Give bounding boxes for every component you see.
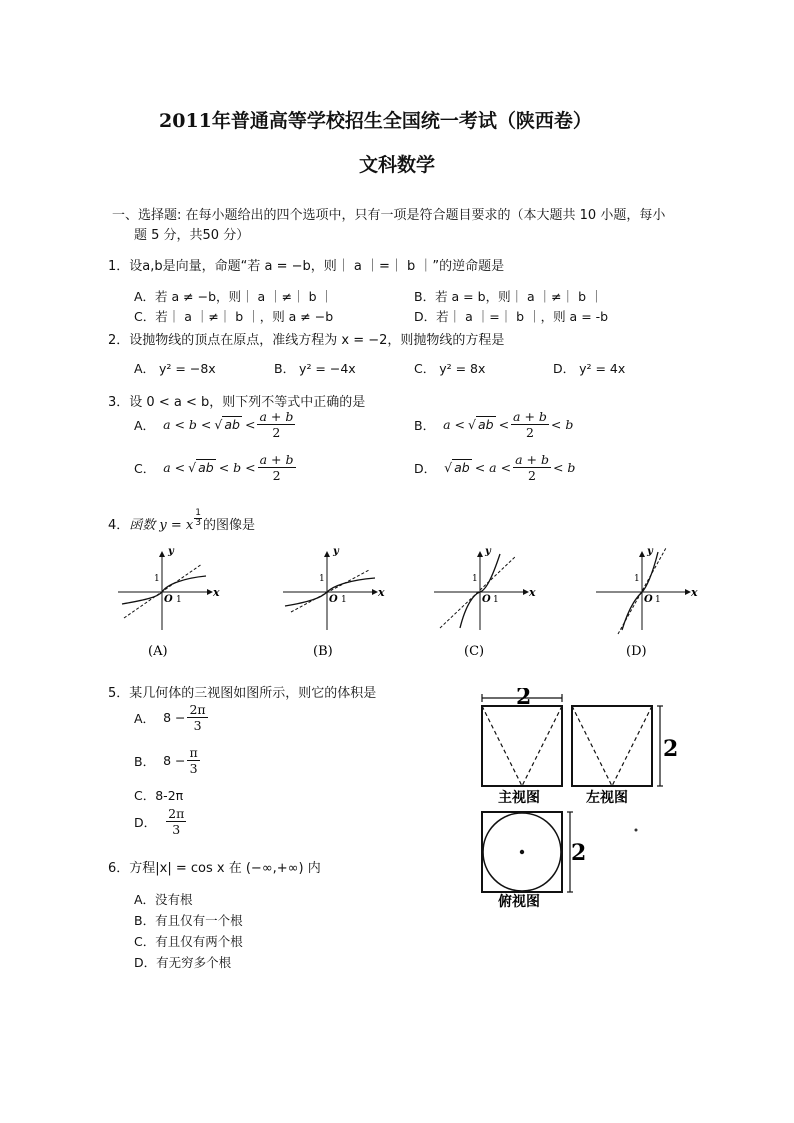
q2-text: 设抛物线的顶点在原点，准线方程为 x = −2，则抛物线的方程是 (129, 333, 505, 348)
q4-text-pre: 函数 y = x (129, 518, 194, 533)
q3-option-a (134, 410, 297, 439)
q3-a-mid: < (244, 417, 256, 433)
q3-stem (108, 391, 365, 410)
page-title: 2011年普通高等学校招生全国统一考试（陕西卷） (159, 110, 592, 132)
q3-c-sqrt: √ ab (188, 460, 214, 476)
q6-stem (108, 857, 321, 876)
q3-b-pre: a < (443, 417, 465, 433)
q3-a-pre: a < b < (163, 417, 212, 433)
q3-text: 设 0 < a < b，则下列不等式中正确的是 (129, 395, 366, 410)
q5-option-a (134, 703, 210, 732)
q4-c-y-axis: y (485, 546, 491, 557)
q5-stem (108, 682, 376, 701)
q5-d-label: D． (134, 814, 157, 830)
q6-option-b: B．有且仅有一个根 (134, 913, 243, 928)
q3-d-frac: $\frac{a + b}{2}$ (515, 452, 549, 484)
q3-b-mid: < (498, 417, 510, 433)
q5-option-b (134, 746, 202, 775)
q3-option-b (414, 410, 573, 439)
q3-a-label: A． (134, 417, 156, 433)
q4-d-origin: O (644, 594, 653, 605)
q5-three-views (470, 688, 690, 910)
q1-option-a: A．若 a ≠ −b，则｜ a ｜≠｜ b ｜ (134, 289, 333, 304)
q5-d-frac: $\frac{2\pi}{3}$ (168, 806, 185, 838)
q6-text: 方程|x| = cos x 在 (−∞,+∞) 内 (129, 861, 321, 876)
dim-width-label: 2 (516, 688, 532, 710)
dim-height-label: 2 (663, 736, 679, 762)
side-view (572, 706, 678, 806)
q1-stem (108, 255, 504, 274)
q4-text-post: 的图像是 (202, 518, 255, 533)
q3-c-frac: $\frac{a + b}{2}$ (259, 452, 294, 484)
q3-c-mid: < b < (218, 460, 256, 476)
q4-d-tick-x: 1 (655, 595, 661, 605)
q3-number: 3． (108, 395, 130, 410)
section-intro-line2: 题 5 分，共50 分） (134, 228, 250, 243)
side-view-label: 左视图 (586, 790, 628, 806)
q4-c-label: (C) (464, 644, 485, 659)
q3-b-post: < b (550, 417, 574, 433)
q5-b-label: B． (134, 753, 156, 769)
q4-exponent: $\frac{1}{3}$ (195, 508, 201, 528)
q4-stem (108, 509, 255, 533)
q4-a-origin: O (164, 594, 173, 605)
q4-a-y-axis: y (168, 546, 174, 557)
q6-number: 6． (108, 861, 130, 876)
q2-stem (108, 329, 504, 348)
q4-d-x-axis: x (691, 586, 698, 599)
q4-a-tick-x: 1 (176, 595, 182, 605)
q3-d-mid: < a < (474, 460, 512, 476)
q4-d-label: (D) (626, 644, 647, 659)
q4-b-tick-x: 1 (341, 595, 347, 605)
q4-a-label: (A) (148, 644, 168, 659)
q4-graph-d (596, 546, 698, 659)
q6-option-a: A．没有根 (134, 892, 193, 907)
q4-b-label: (B) (313, 644, 333, 659)
q4-graph-b (283, 546, 385, 659)
dim-top-label: 2 (571, 840, 587, 866)
q3-a-frac: $\frac{a + b}{2}$ (259, 409, 294, 441)
q4-b-x-axis: x (378, 586, 385, 599)
q4-c-origin: O (482, 594, 491, 605)
q4-c-tick-x: 1 (493, 595, 499, 605)
q3-b-frac: $\frac{a + b}{2}$ (513, 409, 547, 441)
q5-a-label: A． (134, 710, 156, 726)
q3-a-sqrt: √ ab (214, 417, 240, 433)
q4-graph-c (434, 546, 536, 659)
page-subtitle: 文科数学 (359, 154, 436, 176)
q4-number: 4． (108, 518, 130, 533)
q2-number: 2． (108, 333, 130, 348)
q5-option-c: C．8-2π (134, 788, 184, 803)
q3-option-d (414, 453, 575, 482)
q3-b-label: B． (414, 417, 436, 433)
q4-a-tick-y: 1 (154, 574, 160, 584)
q3-b-sqrt: √ ab (467, 417, 494, 433)
q5-b-frac: $\frac{\pi}{3}$ (189, 745, 198, 777)
q4-d-tick-y: 1 (634, 574, 640, 584)
q3-c-pre: a < (163, 460, 186, 476)
q5-b-pre: 8 − (163, 753, 186, 769)
q2-option-b: B． y² = −4x (274, 361, 356, 376)
q3-c-label: C． (134, 460, 156, 476)
q4-b-y-axis: y (333, 546, 339, 557)
q1-number: 1． (108, 259, 130, 274)
q4-a-x-axis: x (213, 586, 220, 599)
q4-graph-a (118, 546, 220, 659)
q1-option-c: C．若｜ a ｜≠｜ b ｜，则 a ≠ −b (134, 309, 334, 324)
front-view (482, 688, 562, 806)
top-view (482, 812, 586, 910)
q3-d-post: < b (552, 460, 576, 476)
q1-option-b: B．若 a = b，则｜ a ｜≠｜ b ｜ (414, 289, 603, 304)
q3-option-c (134, 453, 298, 482)
section-intro-line1: 一、选择题: 在每小题给出的四个选项中，只有一项是符合题目要求的（本大题共 10 小题，每小 (112, 208, 666, 223)
q5-number: 5． (108, 686, 130, 701)
q5-a-frac: $\frac{2\pi}{3}$ (189, 702, 206, 734)
q2-option-d: D． y² = 4x (553, 361, 626, 376)
q4-b-origin: O (329, 594, 338, 605)
q3-d-label: D． (414, 460, 437, 476)
q5-a-pre: 8 − (163, 710, 186, 726)
q3-d-sqrt: √ ab (444, 460, 470, 476)
top-view-label: 俯视图 (498, 894, 540, 910)
q6-option-d: D．有无穷多个根 (134, 955, 232, 970)
q4-graphs (110, 542, 710, 664)
q4-c-x-axis: x (529, 586, 536, 599)
q2-option-c: C． y² = 8x (414, 361, 486, 376)
q6-option-c: C．有且仅有两个根 (134, 934, 243, 949)
front-view-label: 主视图 (498, 790, 540, 806)
q1-option-d: D．若｜ a ｜=｜ b ｜，则 a = -b (414, 309, 609, 324)
q5-text: 某几何体的三视图如图所示，则它的体积是 (129, 686, 377, 701)
q4-d-y-axis: y (647, 546, 653, 557)
q1-text: 设a,b是向量，命题“若 a = −b，则｜ a ｜=｜ b ｜”的逆命题是 (129, 259, 505, 274)
q2-option-a: A． y² = −8x (134, 361, 216, 376)
q4-b-tick-y: 1 (319, 574, 325, 584)
q4-c-tick-y: 1 (472, 574, 478, 584)
q5-option-d (134, 807, 188, 836)
